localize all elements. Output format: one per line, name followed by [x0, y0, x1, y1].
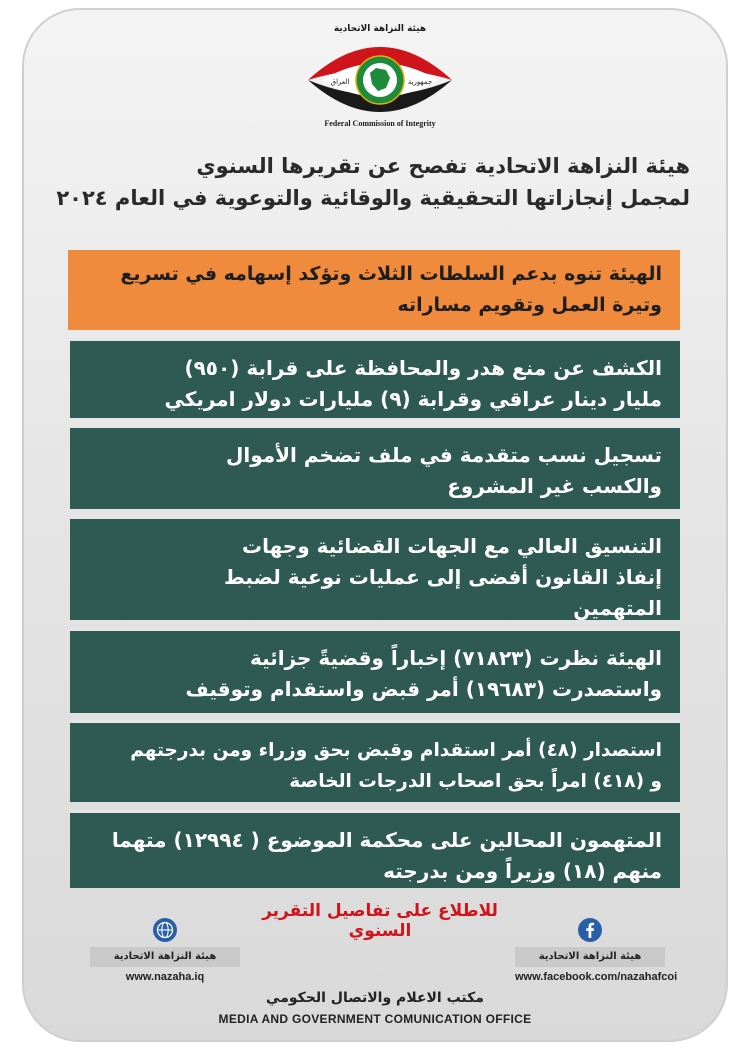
website-url[interactable]: www.nazaha.iq: [125, 971, 205, 983]
office-name-arabic: مكتب الاعلام والاتصال الحكومي: [266, 990, 484, 1006]
website-org-name: هيئة النزاهة الاتحادية: [90, 947, 240, 967]
logo-arabic-right: جمهورية: [407, 78, 433, 86]
achievement-line: تسجيل نسب متقدمة في ملف تضخم الأموال: [226, 443, 662, 467]
facebook-url[interactable]: www.facebook.com/nazahafcoi: [515, 971, 678, 983]
achievement-line: منهم (١٨) وزيراً ومن بدرجته: [383, 859, 662, 883]
achievement-line: مليار دينار عراقي وقرابة (٩) مليارات دولار امريكي: [164, 387, 662, 411]
eye-emblem-icon: [300, 18, 460, 136]
globe-icon: [152, 917, 178, 943]
achievement-line: و (٤١٨) امراً بحق اصحاب الدرجات الخاصة: [289, 771, 662, 792]
achievement-box: [70, 810, 680, 888]
highlight-line-2: وتيرة العمل وتقويم مساراته: [397, 294, 662, 316]
achievement-box: [70, 338, 680, 418]
achievement-line: استصدار (٤٨) أمر استقدام وقبض بحق وزراء ومن بدرجتهم: [130, 740, 662, 761]
commission-logo: [300, 18, 460, 136]
achievement-line: الكشف عن منع هدر والمحافظة على قرابة (٩٥٠): [184, 356, 662, 380]
logo-arabic-title: هيئة النزاهة الاتحادية: [333, 24, 427, 34]
achievement-box: [70, 516, 680, 620]
achievement-line: المتهمون المحالين على محكمة الموضوع ( ١٢٩٩٤) متهما: [111, 828, 662, 852]
logo-arabic-left: العراق: [330, 78, 350, 86]
headline-line-2: لمجمل إنجازاتها التحقيقية والوقائية والتوعوية في العام ٢٠٢٤: [56, 186, 690, 210]
achievement-line: التنسيق العالي مع الجهات القضائية وجهات: [241, 534, 662, 558]
headline-line-1: هيئة النزاهة الاتحادية تفصح عن تقريرها السنوي: [196, 154, 690, 178]
achievement-line: إنفاذ القانون أفضى إلى عمليات نوعية لضبط: [224, 565, 662, 589]
office-name-english: MEDIA AND GOVERNMENT COMUNICATION OFFICE: [218, 1012, 532, 1026]
achievement-box: [70, 628, 680, 713]
achievement-box: [70, 720, 680, 802]
website-contact[interactable]: [90, 917, 240, 983]
highlight-box: [68, 250, 680, 330]
annual-report-link[interactable]: للاطلاع على تفاصيل التقرير السنوي: [262, 901, 498, 941]
achievement-line: الهيئة نظرت (٧١٨٢٣) إخباراً وقضيةً جزائية: [249, 646, 662, 670]
logo-english-title: Federal Commission of Integrity: [324, 119, 436, 128]
facebook-org-name: هيئة النزاهة الاتحادية: [515, 947, 665, 967]
highlight-line-1: الهيئة تنوه بدعم السلطات الثلاث وتؤكد إسهامه في تسريع: [120, 263, 662, 285]
achievement-line: المتهمين: [573, 596, 662, 620]
achievement-box: [70, 425, 680, 509]
facebook-icon: [577, 917, 603, 943]
facebook-contact[interactable]: [515, 917, 678, 983]
achievement-line: واستصدرت (١٩٦٨٣) أمر قبض واستقدام وتوقيف: [185, 677, 662, 701]
headline: [50, 150, 690, 214]
achievement-line: والكسب غير المشروع: [447, 474, 662, 498]
